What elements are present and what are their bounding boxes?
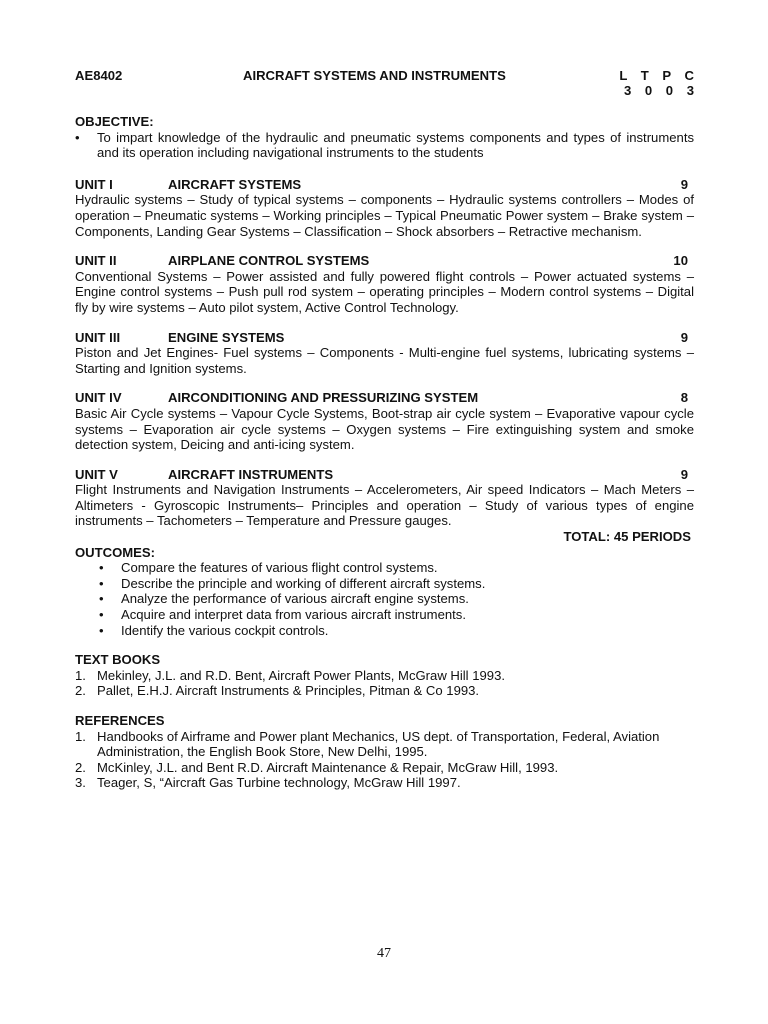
unit-5 — [75, 467, 694, 545]
unit-number: UNIT V — [75, 466, 118, 482]
course-code: AE8402 — [75, 68, 123, 83]
objective-text: To impart knowledge of the hydraulic and pneumatic systems components and types of instruments and its operation including navigational instruments to the students — [97, 129, 694, 161]
unit-content: Hydraulic systems – Study of typical systems – components – Hydraulic systems controllers – Modes of operation – Pneumatic systems – Working principles – Typical Pneumatic Power system – Brake system – Components, Landing Gear Systems – Classification – Shock absorbers – Retractive mechanism. — [75, 192, 694, 239]
unit-hours: 9 — [680, 329, 688, 345]
list-item: 2. McKinley, J.L. and Bent R.D. Aircraft Maintenance & Repair, McGraw Hill, 1993. — [75, 759, 559, 775]
unit-4 — [75, 390, 694, 452]
list-item: • Compare the features of various flight control systems. — [99, 560, 438, 576]
outcomes-section — [75, 545, 694, 639]
unit-hours: 8 — [680, 390, 688, 406]
total-periods: TOTAL: 45 PERIODS — [563, 529, 691, 545]
list-item: • Analyze the performance of various aircraft engine systems. — [99, 591, 469, 607]
bullet-icon: • — [99, 622, 104, 638]
unit-content: Basic Air Cycle systems – Vapour Cycle Systems, Boot-strap air cycle system – Evaporative vapour cycle systems – Evaporation air cycle systems – Oxygen systems – Fire extinguishing system and smoke detection system, Deicing and anti-icing system. — [75, 405, 694, 453]
unit-heading — [75, 390, 694, 406]
unit-number: UNIT III — [75, 329, 121, 345]
unit-hours: 9 — [680, 176, 688, 192]
page-number: 47 — [377, 946, 391, 961]
list-item: • Describe the principle and working of different aircraft systems. — [99, 575, 486, 591]
unit-number: UNIT II — [75, 253, 117, 269]
list-item: • Identify the various cockpit controls. — [99, 622, 329, 638]
unit-number: UNIT IV — [75, 390, 122, 406]
bullet-icon: • — [99, 575, 104, 591]
bullet-icon: • — [99, 591, 104, 607]
unit-number: UNIT I — [75, 176, 113, 192]
objective-heading: OBJECTIVE: — [75, 114, 154, 129]
references-heading: REFERENCES — [75, 713, 165, 728]
textbooks-section — [75, 652, 694, 699]
references-section — [75, 713, 694, 791]
unit-title: ENGINE SYSTEMS — [168, 329, 285, 345]
course-title: AIRCRAFT SYSTEMS AND INSTRUMENTS — [243, 68, 506, 83]
list-item: 1. Mekinley, J.L. and R.D. Bent, Aircraft Power Plants, McGraw Hill 1993. — [75, 667, 505, 683]
course-header — [75, 68, 699, 98]
bullet-icon: • — [99, 607, 104, 623]
textbooks-list — [75, 668, 694, 699]
list-item: 1. Handbooks of Airframe and Power plant Mechanics, US dept. of Transportation, Federal, Aviation Administration, the English Book Store, New Delhi, 1995. — [75, 728, 660, 760]
ltpc-labels: L T P C — [619, 68, 699, 83]
unit-content: Piston and Jet Engines- Fuel systems – Components - Multi-engine fuel systems, lubricating systems – Starting and Ignition systems. — [75, 345, 694, 376]
ltpc-block — [619, 68, 699, 98]
bullet-icon: • — [75, 129, 80, 145]
outcomes-list — [75, 560, 694, 638]
textbooks-heading: TEXT BOOKS — [75, 652, 161, 668]
references-list — [75, 729, 694, 791]
outcomes-heading: OUTCOMES: — [75, 544, 156, 560]
syllabus-page — [75, 68, 699, 791]
unit-2 — [75, 253, 694, 315]
unit-title: AIRCRAFT INSTRUMENTS — [168, 466, 334, 482]
unit-3 — [75, 330, 694, 377]
ltpc-values: 3 0 0 3 — [623, 83, 699, 98]
objective-section — [75, 114, 694, 161]
unit-heading — [75, 253, 694, 269]
unit-1 — [75, 177, 694, 239]
unit-title: AIRCRAFT SYSTEMS — [168, 176, 302, 192]
unit-title: AIRCONDITIONING AND PRESSURIZING SYSTEM — [168, 390, 479, 406]
bullet-icon: • — [99, 560, 104, 576]
unit-content: Conventional Systems – Power assisted and fully powered flight controls – Power actuated systems – Engine control systems – Push pull rod system – operating principles – Modern control systems – Digital fly by wire systems – Auto pilot system, Active Control Technology. — [75, 268, 694, 315]
unit-heading — [75, 467, 694, 483]
unit-heading — [75, 177, 694, 193]
list-item: • Acquire and interpret data from various aircraft instruments. — [99, 607, 466, 623]
list-item: 2. Pallet, E.H.J. Aircraft Instruments & Principles, Pitman & Co 1993. — [75, 683, 480, 699]
unit-content: Flight Instruments and Navigation Instruments – Accelerometers, Air speed Indicators – Mach Meters – Altimeters - Gyroscopic Instruments– Principles and operation – Study of various types of engine instruments – Tachometers – Temperature and Pressure gauges. — [75, 482, 694, 529]
unit-title: AIRPLANE CONTROL SYSTEMS — [168, 253, 370, 269]
list-item: 3. Teager, S, “Aircraft Gas Turbine technology, McGraw Hill 1997. — [75, 775, 461, 791]
unit-hours: 10 — [673, 253, 688, 269]
unit-hours: 9 — [680, 466, 688, 482]
objective-item — [75, 130, 694, 161]
unit-heading — [75, 330, 694, 346]
